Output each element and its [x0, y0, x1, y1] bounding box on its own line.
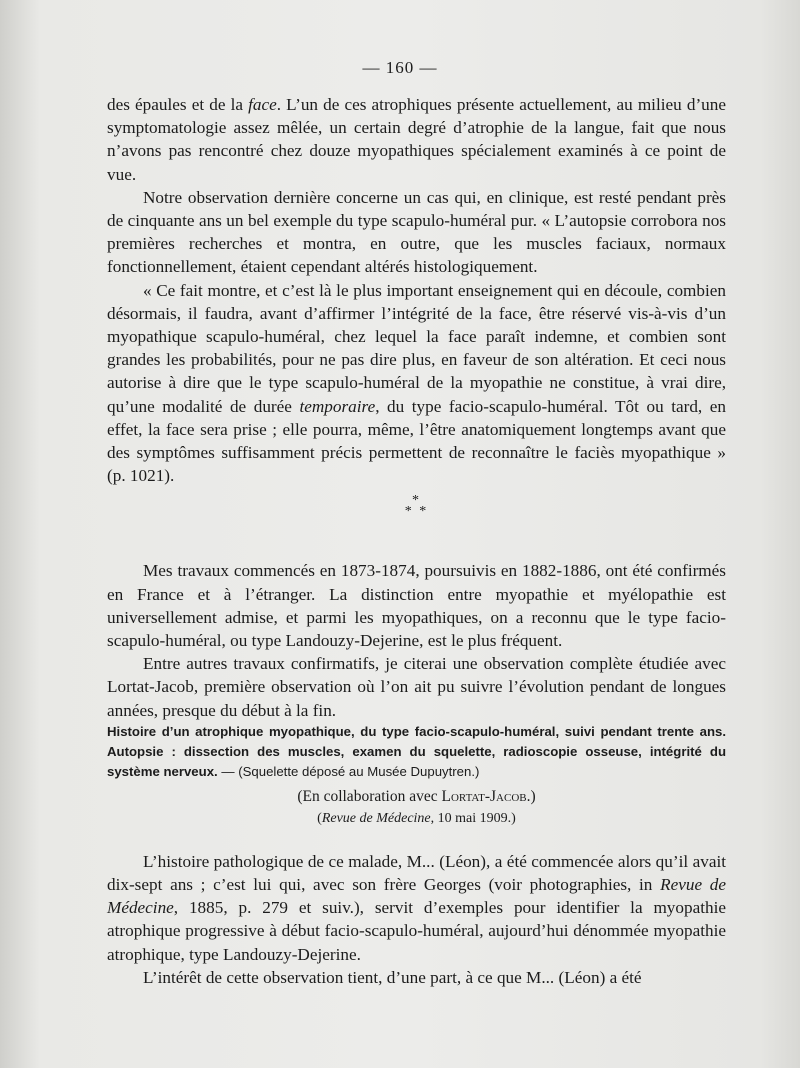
journal-title: Revue de Médecine [321, 810, 431, 826]
asterism-top: * [412, 493, 421, 509]
journal-reference: Revue de Médecine [107, 875, 727, 918]
page-number: — 160 — [362, 58, 438, 77]
paragraph-7: L’intérêt de cette observation tient, d’une part, à ce que M... (Léon) a été [143, 967, 642, 987]
section-separator [107, 493, 726, 520]
paragraph-6: L’histoire pathologique de ce malade, M... (Léon), a été commencée alors qu’il avait dix-sept ans ; c’est lui qui, avec son frère Georges (voir photographies, in Revue de Médecine, 1885, p. 279 et suiv.), servit d’exemples pour identifier la myopathie atrophique progressive à début facio-scapulo-huméral, aujourd’hui dénommée myopathie atrophique, type Landouzy-Dejerine. [107, 851, 727, 964]
section-heading: Histoire d’un atrophique myopathique, du type facio-scapulo-huméral, suivi pendant trente ans. Autopsie : dissection des muscles, examen du squelette, radioscopie osseuse, intégrité du système nerveux. — (Squelette déposé au Musée Dupuytren.) [107, 723, 726, 779]
asterism-bottom: * * [404, 504, 429, 520]
paragraph-2: Notre observation dernière concerne un cas qui, en clinique, est resté pendant près de cinquante ans un bel exemple du type scapulo-huméral pur. « L’autopsie corrobora nos premières recherches et montra, en outre, que les muscles faciaux, normaux fonctionnellement, étaient cependant altérés histologiquement. [107, 187, 726, 277]
paragraph-3: « Ce fait montre, et c’est là le plus important enseignement qui en découle, combien désormais, il faudra, avant d’affirmer l’intégrité de la face, être réservé vis-à-vis d’un myopathique scapulo-huméral, chez lequel la face paraît indemne, et combien sont grandes les probabilités, pour ne pas dire plus, en faveur de son altération. Et ceci nous autorise à dire que le type scapulo-huméral de la myopathie ne constitue, à vrai dire, qu’une modalité de durée temporaire, du type facio-scapulo-huméral. Tôt ou tard, en effet, la face sera prise ; elle pourra, même, l’être anatomiquement longtemps avant que des symptômes suffisamment précis permettent de reconnaître le faciès myopathique » (p. 1021). [107, 280, 726, 486]
emphasis-temporaire: temporaire [299, 396, 376, 416]
emphasis-face: face [248, 95, 277, 114]
collaboration-note: (En collaboration avec Lortat-Jacob.) [297, 787, 536, 805]
paragraph-5: Entre autres travaux confirmatifs, je citerai une observation complète étudiée avec Lortat-Jacob, première observation où l’on ait pu suivre l’évolution pendant de longues années, presque du début à la fin. [107, 654, 726, 720]
collaborator-name: Lortat-Jacob [441, 787, 527, 805]
paragraph-1: des épaules et de la face. L’un de ces atrophiques présente actuellement, au milieu d’une symptomatologie assez mêlée, un certain degré d’atrophie de la langue, fait que nous n’avons pas rencontré chez douze myopathiques spécialement examinés à ce point de vue. [107, 95, 726, 184]
source-citation: (Revue de Médecine, 10 mai 1909.) [317, 810, 516, 826]
paragraph-4: Mes travaux commencés en 1873-1874, poursuivis en 1882-1886, ont été confirmés en France et à l’étranger. La distinction entre myopathie et myélopathie est universellement admise, et parmi les myopathiques, on a reconnu que le type facio-scapulo-huméral, ou type Landouzy-Dejerine, est le plus fréquent. [107, 561, 726, 651]
page-body [107, 93, 726, 989]
